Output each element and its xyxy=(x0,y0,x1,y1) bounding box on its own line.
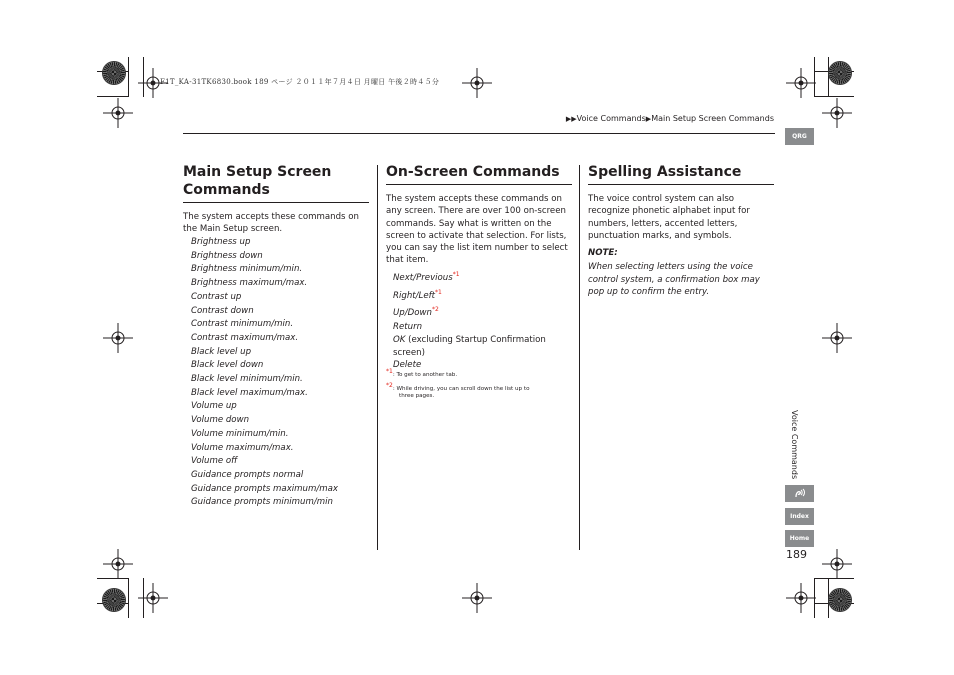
spelling-intro: The voice control system can also recognize phonetic alphabet input for numbers, letters, accented letters, punctuation marks, and symbols. xyxy=(588,194,750,241)
heading-rule xyxy=(183,202,369,203)
list-item: Contrast maximum/max. xyxy=(191,332,299,343)
list-item: Delete xyxy=(393,360,422,371)
registration-disc xyxy=(103,62,125,84)
note-title: NOTE: xyxy=(588,248,618,258)
footnote-2: *2: While driving, you can scroll down the list up to three pages. xyxy=(386,382,530,399)
list-item: Brightness maximum/max. xyxy=(191,278,308,289)
list-item: Next/Previous$^{*1}$ xyxy=(393,271,460,283)
main-setup-command-list xyxy=(191,236,338,510)
home-tab[interactable]: Home xyxy=(785,530,814,547)
list-item: Return xyxy=(393,321,423,332)
list-item: Right/Left$^{*1}$ xyxy=(393,288,442,301)
list-item: Black level minimum/min. xyxy=(191,374,303,385)
footnote-marker: *1 xyxy=(435,288,442,296)
list-item: OK (excluding Startup Confirmation screen) xyxy=(393,335,546,358)
footnote-1: *1: To get to another tab. xyxy=(386,368,458,378)
main-setup-intro: The system accepts these commands on the Main Setup screen. xyxy=(183,212,359,235)
on-screen-intro: The system accepts these commands on any screen. There are over 100 on-screen commands. Say what is written on the screen to activate that selection. For lists, you can say the list item number to select that item. xyxy=(386,194,568,266)
list-item: Volume minimum/min. xyxy=(191,428,289,439)
list-item: Contrast up xyxy=(191,291,242,302)
voice-commands-tab[interactable] xyxy=(785,485,814,502)
page-number: 189 xyxy=(786,548,807,561)
footnote-marker: *1 xyxy=(386,368,393,375)
list-item: Brightness up xyxy=(191,237,251,247)
list-item: Brightness minimum/min. xyxy=(191,264,303,275)
note-text: When selecting letters using the voice control system, a confirmation box may pop up to confirm the entry. xyxy=(588,262,760,297)
list-item: Black level maximum/max. xyxy=(191,387,308,398)
list-item: Volume up xyxy=(191,401,237,412)
breadcrumb xyxy=(566,114,774,123)
heading-rule xyxy=(386,184,572,185)
section-side-label-text: Voice Commands xyxy=(790,410,799,480)
list-item: Black level up xyxy=(191,346,252,357)
list-item: Guidance prompts normal xyxy=(191,469,304,480)
list-item: Black level down xyxy=(191,360,264,371)
footnote-marker: *1 xyxy=(452,271,460,278)
breadcrumb-link-voice-commands[interactable]: Voice Commands xyxy=(576,114,646,123)
footnote-marker: *2 xyxy=(386,382,393,389)
list-item: Contrast minimum/min. xyxy=(191,319,294,330)
spelling-heading: Spelling Assistance xyxy=(588,164,742,180)
column-separator xyxy=(579,165,580,550)
list-item: Up/Down$^{*2}$ xyxy=(393,306,439,318)
print-header: F1T_KA-31TK6830.book 189 ページ ２０１１年７月４日 月曜日 午後２時４５分 xyxy=(160,78,440,86)
main-setup-heading: Main Setup Screen Commands xyxy=(183,164,332,198)
qrg-tab[interactable]: QRG xyxy=(785,128,814,145)
list-item: Volume maximum/max. xyxy=(191,442,294,453)
list-item: Contrast down xyxy=(191,305,254,316)
heading-rule xyxy=(588,184,774,185)
list-item: Guidance prompts maximum/max xyxy=(191,483,338,494)
list-item: Volume down xyxy=(191,415,250,426)
list-item: Volume off xyxy=(191,456,238,467)
list-item: Guidance prompts minimum/min xyxy=(191,497,333,508)
voice-icon xyxy=(794,488,806,499)
breadcrumb-separator-icon: ▶ xyxy=(645,115,652,123)
list-item: Brightness down xyxy=(191,250,263,261)
breadcrumb-current-page: Main Setup Screen Commands xyxy=(651,114,774,123)
on-screen-heading: On-Screen Commands xyxy=(386,164,560,180)
breadcrumb-arrow-icon: ▶▶ xyxy=(565,115,577,123)
on-screen-command-list xyxy=(393,268,573,373)
top-rule xyxy=(183,133,775,134)
footnote-marker: *2 xyxy=(432,306,439,314)
column-separator xyxy=(377,165,378,550)
index-tab[interactable]: Index xyxy=(785,508,814,525)
